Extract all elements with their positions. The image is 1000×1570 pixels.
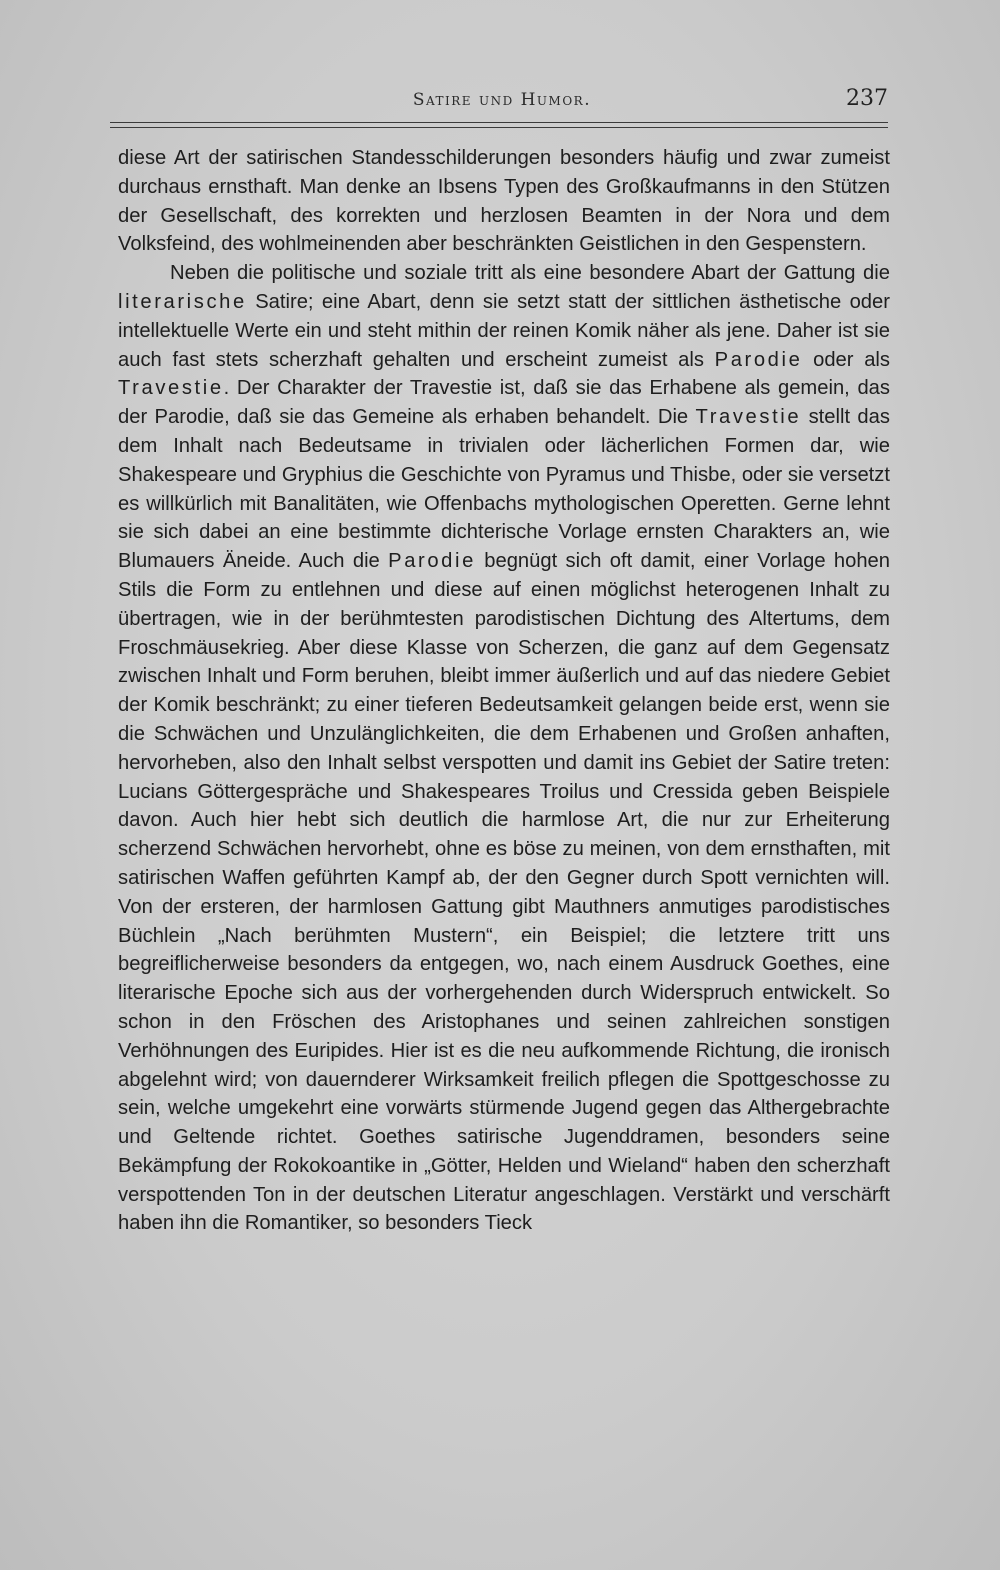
p2-text-d: . Der Charakter der Travestie ist, daß sie das Erhabene als gemein, das der Parodie, daß sie das Gemeine als erhaben behandelt. Die (118, 377, 890, 429)
body-text (118, 144, 890, 1394)
p2-text-a: Neben die politische und soziale tritt als eine besondere Abart der Gattung die (170, 262, 890, 285)
paragraph-2 (118, 259, 890, 1238)
page-number: 237 (846, 86, 888, 111)
header-rule-bottom (110, 127, 888, 128)
p2-emphasis-parodie: Parodie (714, 348, 803, 371)
p2-emphasis-parodie-2: Parodie (388, 550, 476, 573)
header-rule-top (110, 122, 888, 123)
p2-emphasis-travestie: Travestie (118, 377, 224, 400)
paragraph-1: diese Art der satirischen Standesschilderungen besonders häufig und zwar zumeist durchaus ernsthaft. Man denke an Ibsens Typen des Großkaufmanns in den Stützen der Gesellschaft, des korrekten und herzlosen Beamten in der Nora und dem Volksfeind, des wohlmeinenden aber beschränkten Geistlichen in den Gespenstern. (118, 147, 890, 256)
running-title: Satire und Humor. (412, 90, 592, 110)
p2-text-e: stellt das dem Inhalt nach Bedeutsame in trivialen oder lächerlichen Formen dar, wie Shakespeare und Gryphius die Geschichte von Pyramus und Thisbe, oder sie versetzt es willkürlich mit Banalitäten, wie Offenbachs mythologischen Operetten. Gerne lehnt sie sich dabei an eine bestimmte dichterische Vorlage ernsten Charakters an, wie Blumauers Äneide. Auch die (118, 406, 890, 573)
p2-text-c: oder als (802, 348, 890, 371)
p2-emphasis-travestie-2: Travestie (695, 406, 802, 429)
running-head (116, 86, 888, 116)
p2-text-b: Satire; eine Abart, denn sie setzt statt der sittlichen ästhetische oder intellektuelle Werte ein und steht mithin der reinen Komik näher als jene. Daher ist sie auch fast stets scherzhaft gehalten und erscheint zumeist als (118, 290, 890, 371)
p2-text-f: begnügt sich oft damit, einer Vorlage hohen Stils die Form zu entlehnen und diese auf einen möglichst heterogenen Inhalt zu übertragen, wie in der berühmtesten parodistischen Dichtung des Altertums, dem Froschmäusekrieg. Aber diese Klasse von Scherzen, die ganz auf dem Gegensatz zwischen Inhalt und Form beruhen, bleibt immer äußerlich und auf das niedere Gebiet der Komik beschränkt; zu einer tieferen Bedeutsamkeit gelangen beide erst, wenn sie die Schwächen und Unzulänglichkeiten, die dem Erhabenen und Großen anhaften, hervorheben, also den Inhalt selbst verspotten und damit ins Gebiet der Satire treten: Lucians Göttergespräche und Shakespeares Troilus und Cressida geben Beispiele davon. Auch hier hebt sich deutlich die harmlose Art, die nur zur Erheiterung scherzend Schwächen hervorhebt, ohne es böse zu meinen, von dem ernsthaften, mit satirischen Waffen geführten Kampf ab, der den Gegner durch Spott vernichten will. Von der ersteren, der harmlosen Gattung gibt Mauthners anmutiges parodistisches Büchlein „Nach berühmten Mustern“, ein Beispiel; die letztere tritt uns begreiflicherweise besonders da entgegen, wo, nach einem Ausdruck Goethes, eine literarische Epoche sich aus der vorhergehenden durch Widerspruch entwickelt. So schon in den Fröschen des Aristophanes und seinen zahlreichen sonstigen Verhöhnungen des Euripides. Hier ist es die neu aufkommende Richtung, die ironisch abgelehnt wird; von dauernderer Wirksamkeit freilich pflegen die Spottgeschosse zu sein, welche umgekehrt eine vorwärts stürmende Jugend gegen das Althergebrachte und Geltende richtet. Goethes satirische Jugenddramen, besonders seine Bekämpfung der Rokokoantike in „Götter, Helden und Wieland“ haben den scherzhaft verspottenden Ton in der deutschen Literatur angeschlagen. Verstärkt und verschärft haben ihn die Romantiker, so besonders Tieck (118, 550, 890, 1235)
p2-emphasis-literarische: literarische (118, 290, 247, 313)
